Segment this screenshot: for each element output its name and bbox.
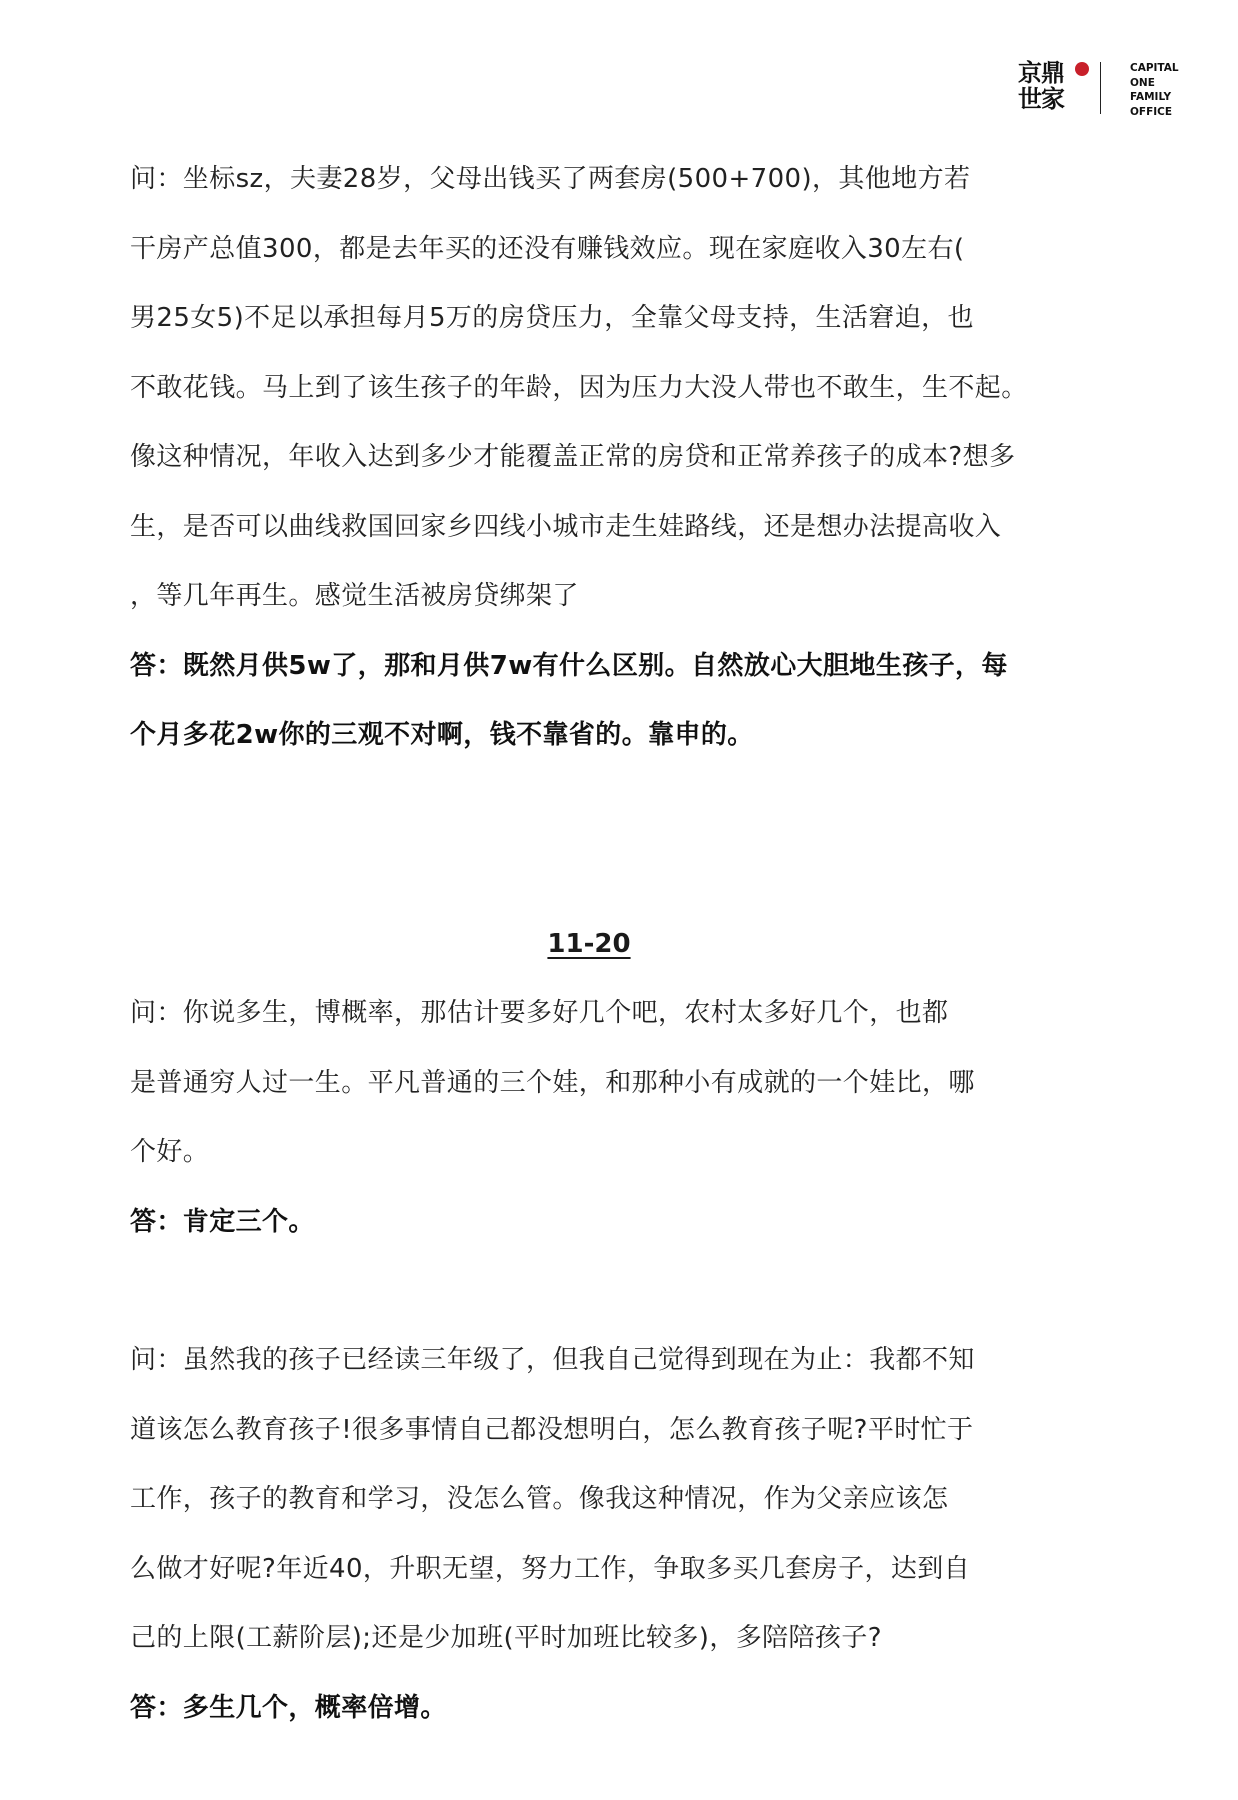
question-3: 问：虽然我的孩子已经读三年级了，但我自己觉得到现在为止：我都不知 道该怎么教育孩子!很多事情自己都没想明白，怎么教育孩子呢?平时忙于 工作，孩子的教育和学习，没怎么管。像我这种情况，作为父亲应该怎 么做才好呢?年近40，升职无望，努力工作，争取多买几套房子，达到自 己的上限(工薪阶层);还是少加班(平时加班比较多)，多陪陪孩子? xyxy=(130,1345,975,1653)
answer-1: 答：既然月供5w了，那和月供7w有什么区别。自然放心大胆地生孩子，每 个月多花2w你的三观不对啊，钱不靠省的。靠申的。 xyxy=(130,650,1008,750)
logo-seal-icon xyxy=(1075,62,1089,76)
document-body xyxy=(130,145,1080,1743)
logo-english-name: CAPITAL ONE FAMILY OFFICE xyxy=(1130,62,1179,118)
company-logo xyxy=(1018,58,1188,122)
spacer xyxy=(130,1257,1080,1326)
spacer xyxy=(130,771,1080,910)
question-2: 问：你说多生，博概率，那估计要多好几个吧，农村太多好几个，也都 是普通穷人过一生。平凡普通的三个娃，和那种小有成就的一个娃比，哪 个好。 xyxy=(130,998,975,1167)
question-1: 问：坐标sz，夫妻28岁，父母出钱买了两套房(500+700)，其他地方若 干房产总值300，都是去年买的还没有赚钱效应。现在家庭收入30左右( 男25女5)不足以承担每月5万的房贷压力，全靠父母支持，生活窘迫，也 不敢花钱。马上到了该生孩子的年龄，因为压力大没人带也不敢生，生不起。 像这种情况，年收入达到多少才能覆盖正常的房贷和正常养孩子的成本?想多 生，是否可以曲线救国回家乡四线小城市走生娃路线，还是想办法提高收入 ，等几年再生。感觉生活被房贷绑架了 xyxy=(130,164,1028,611)
answer-3: 答：多生几个，概率倍增。 xyxy=(130,1692,447,1723)
logo-chinese-name: 京鼎 世家 xyxy=(1018,59,1064,113)
logo-divider xyxy=(1100,62,1101,114)
section-title: 11-20 xyxy=(547,928,631,959)
answer-2: 答：肯定三个。 xyxy=(130,1206,315,1237)
